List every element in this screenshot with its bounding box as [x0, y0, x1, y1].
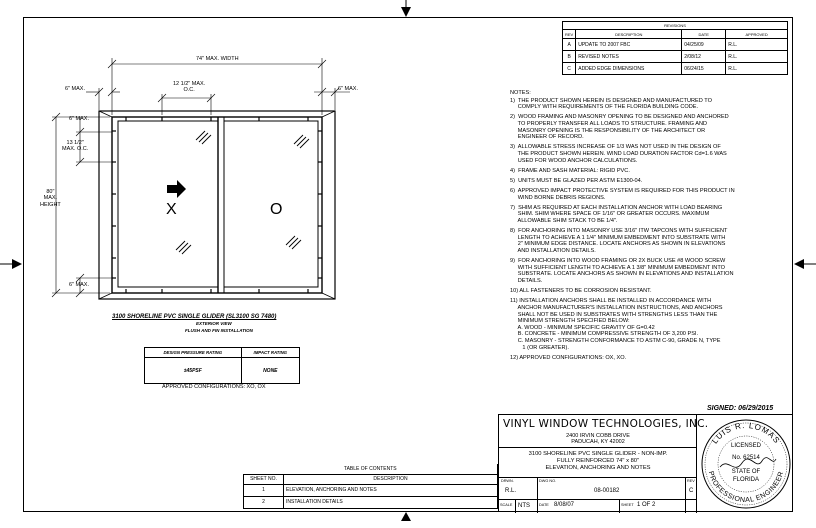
seal-license-no: No. 62514 [732, 455, 760, 461]
note-item: 2) WOOD FRAMING AND MASONRY OPENING TO BE DESIGNED AND ANCHORED TO PROPERLY TRANSFER ALL LOADS TO STRUCTURE. FRAMING AND MASONRY OPENING IS THE RESPONSIBILITY OF THE ARCHITECT OR ENGINEER OF RECORD. [510, 114, 729, 141]
rev-cell: C [563, 63, 576, 75]
oc-v-line2: MAX. O.C. [62, 146, 89, 153]
divider [537, 477, 538, 513]
rev-value: C [689, 488, 694, 494]
oc-h-line2: O.C. [183, 87, 195, 94]
drawing-desc3: ELEVATION, ANCHORING AND NOTES [545, 465, 651, 471]
note-item: 12) APPROVED CONFIGURATIONS: OX, XO. [510, 354, 627, 361]
approved-configurations: APPROVED CONFIGURATIONS: XO, OX [162, 384, 266, 390]
rev-cell: A [563, 39, 576, 51]
date-value: 8/08/07 [554, 502, 575, 508]
drawn-label: DRWN. [501, 479, 514, 483]
pressure-rating-table [144, 347, 300, 384]
contents-sheet-cell: 1 [244, 484, 284, 496]
top-edge-dimension: 6" MAX. [69, 116, 89, 122]
sheet-label: SHEET [621, 503, 634, 507]
svg-text:LUIS R. LOMAS [710, 421, 782, 446]
dwg-label: DWG NO. [539, 479, 557, 483]
oc-h-line1: 12 1/2" MAX. [173, 81, 206, 87]
company-address1: 2400 IRVIN COBB DRIVE [566, 433, 630, 439]
divider [515, 499, 516, 513]
rev-appr-cell: R.L. [726, 51, 788, 63]
right-edge-dimension: 6" MAX. [338, 86, 358, 92]
scale-value: NTS [518, 503, 530, 509]
rev-col-header: REV [563, 30, 576, 39]
title-info [499, 415, 709, 513]
oc-v-line1: 13 1/2" [66, 140, 84, 146]
sheet-value: 1 OF 2 [637, 502, 656, 508]
note-item: 6) APPROVED IMPACT PROTECTIVE SYSTEM IS REQUIRED FOR THIS PRODUCT IN WIND BORNE DEBRIS REGIONS. [510, 188, 735, 201]
dwg-value: 08-00182 [594, 488, 620, 494]
center-mark-right [794, 259, 804, 269]
contents-row [244, 496, 498, 508]
panel-x-label: X [166, 201, 177, 218]
note-item: 7) SHIM AS REQUIRED AT EACH INSTALLATION ANCHOR WITH LOAD BEARING SHIM. SHIM WHERE SPACE OF 1/16" OR GREATER OCCURS. MAXIMUM ALLOWABLE SHIM STACK TO BE 1/4". [510, 204, 723, 225]
contents-table [243, 464, 498, 509]
rev-desc-cell: ADDED EDGE DIMENSIONS [576, 63, 682, 75]
contents-title: TABLE OF CONTENTS [244, 464, 498, 474]
seal-role: PROFESSIONAL ENGINEER [706, 470, 786, 505]
pressure-value: ±45PSF [145, 358, 242, 384]
contents-sheet-cell: 2 [244, 496, 284, 508]
revisions-title: REVISIONS [563, 22, 788, 30]
rev-date-cell: 04/25/09 [682, 39, 726, 51]
description-header: DESCRIPTION [284, 474, 498, 484]
center-mark-left [12, 259, 22, 269]
seal-state-name: FLORIDA [732, 477, 760, 483]
center-mark-bottom [401, 512, 411, 521]
height-line1: 80" [46, 189, 55, 195]
panel-o-label: O [270, 201, 283, 218]
note-item: 9) FOR ANCHORING INTO WOOD FRAMING OR 2X BUCK USE #8 WOOD SCREW WITH SUFFICIENT LENGTH TO ACHIEVE A 1 3/8" MINIMUM EMBEDMENT INTO SUBSTRATE. LOCATE ANCHORS AS SHOWN IN ELEVATIONS AND INSTALLATION DETAILS. [510, 258, 734, 284]
divider [499, 499, 697, 500]
slide-arrow [167, 180, 186, 198]
notes-title: NOTES: [510, 90, 531, 96]
elevation-subtitle2: FLUSH AND FIN INSTALLATION [185, 328, 253, 333]
rev-desc-cell: REVISED NOTES [576, 51, 682, 63]
pressure-header: DESIGN PRESSURE RATING [145, 348, 242, 358]
scale-label: SCALE [500, 503, 513, 507]
revisions-table [562, 21, 788, 75]
divider [619, 499, 620, 513]
oc-horizontal-dimension [173, 81, 205, 94]
width-dimension: 74" MAX. WIDTH [196, 56, 239, 62]
revision-row [563, 51, 788, 63]
drawing-desc2: FULLY REINFORCED 74" x 80" [556, 458, 640, 464]
note-item: 5) UNITS MUST BE GLAZED PER ASTM E1300-04. [510, 177, 643, 184]
notes-section [510, 90, 790, 365]
note-item: 10) ALL FASTENERS TO BE CORROSION RESISTANT. [510, 288, 652, 295]
seal-licensed: LICENSED [730, 443, 762, 449]
elevation-subtitle: EXTERIOR VIEW [196, 321, 232, 326]
signature [720, 458, 776, 468]
divider [685, 477, 686, 513]
signed-date: SIGNED: 06/29/2015 [707, 405, 774, 412]
contents-row [244, 484, 498, 496]
sheet-no-header: SHEET NO. [244, 474, 284, 484]
rev-appr-cell: R.L. [726, 63, 788, 75]
seal-state: STATE OF [731, 469, 761, 475]
note-item: 1) THE PRODUCT SHOWN HEREIN IS DESIGNED AND MANUFACTURED TO COMPLY WITH REQUIREMENTS OF THE FLORIDA BUILDING CODE. [510, 97, 712, 111]
impact-header: IMPACT RATING [241, 348, 299, 358]
note-item: 4) FRAME AND SASH MATERIAL: RIGID PVC. [510, 167, 630, 174]
revision-row [563, 39, 788, 51]
date-label: DATE [539, 503, 549, 507]
drawn-value: R.L. [505, 488, 517, 494]
company-address2: PADUCAH, KY 42002 [571, 439, 625, 445]
contents-desc-cell: INSTALLATION DETAILS [284, 496, 498, 508]
drawing-desc1: 3100 SHORELINE PVC SINGLE GLIDER - NON-IMP. [528, 451, 668, 457]
divider [499, 477, 697, 478]
height-line3: HEIGHT [40, 201, 61, 208]
outer-fin [99, 111, 335, 299]
desc-col-header: DESCRIPTION [576, 30, 682, 39]
approved-col-header: APPROVED [726, 30, 788, 39]
impact-value: NONE [241, 358, 299, 384]
rev-label: REV [687, 479, 695, 483]
rev-desc-cell: UPDATE TO 2007 FBC [576, 39, 682, 51]
title-block [498, 414, 793, 512]
height-line2: MAX. [43, 195, 58, 202]
engineer-seal [700, 417, 792, 511]
rev-cell: B [563, 51, 576, 63]
divider [499, 447, 697, 448]
rev-date-cell: 2/08/12 [682, 51, 726, 63]
date-col-header: DATE [682, 30, 726, 39]
company-name: VINYL WINDOW TECHNOLOGIES, INC. [503, 418, 709, 430]
contents-desc-cell: ELEVATION, ANCHORING AND NOTES [284, 484, 498, 496]
revision-row [563, 63, 788, 75]
left-edge-dimension: 6" MAX. [65, 86, 85, 92]
center-mark-top [401, 7, 411, 17]
note-item: 3) ALLOWABLE STRESS INCREASE OF 1/3 WAS NOT USED IN THE DESIGN OF THE PRODUCT SHOWN HEREIN. WIND LOAD DURATION FACTOR Cd=1.6 WAS USED FOR WOOD ANCHOR CALCULATIONS. [510, 144, 727, 164]
height-dimension [40, 189, 61, 208]
note-item: 8) FOR ANCHORING INTO MASONRY USE 3/16" ITW TAPCONS WITH SUFFICIENT LENGTH TO ACHIEVE A 1 1/4" MINIMUM EMBEDMENT INTO SUBSTRATE WITH 2" MINIMUM EDGE DISTANCE. LOCATE ANCHORS AS SHOWN IN ELEVATIONS AND INSTALLATION DETAILS. [510, 228, 728, 255]
elevation-title: 3100 SHORELINE PVC SINGLE GLIDER (SL3100 SG 7480) [112, 314, 277, 320]
rev-date-cell: 06/24/15 [682, 63, 726, 75]
main-frame [112, 117, 322, 293]
oc-vertical-dimension [62, 140, 88, 153]
note-item: 11) INSTALLATION ANCHORS SHALL BE INSTALLED IN ACCORDANCE WITH ANCHOR MANUFACTURER'S INSTALLATION INSTRUCTIONS, AND ANCHORS SHALL NOT BE USED IN SUBSTRATES WITH STRENGTHS LESS THAN THE MINIMUM STRENGTH SPECIFIED BELOW: A. WOOD - MINIMUM SPECIFIC GRAVITY OF G=0.42 B. CONCRETE - MINIMUM COMPRESSIVE STRENGTH OF 3,200 PSI. C. MASONRY - STRENGTH CONFORMANCE TO ASTM C-90, GRADE N, TYPE 1 (OR GREATER). [510, 298, 723, 351]
bottom-edge-dimension: 6" MAX. [69, 282, 89, 288]
seal-name: LUIS R. LOMAS [710, 420, 782, 446]
rev-appr-cell: R.L. [726, 39, 788, 51]
